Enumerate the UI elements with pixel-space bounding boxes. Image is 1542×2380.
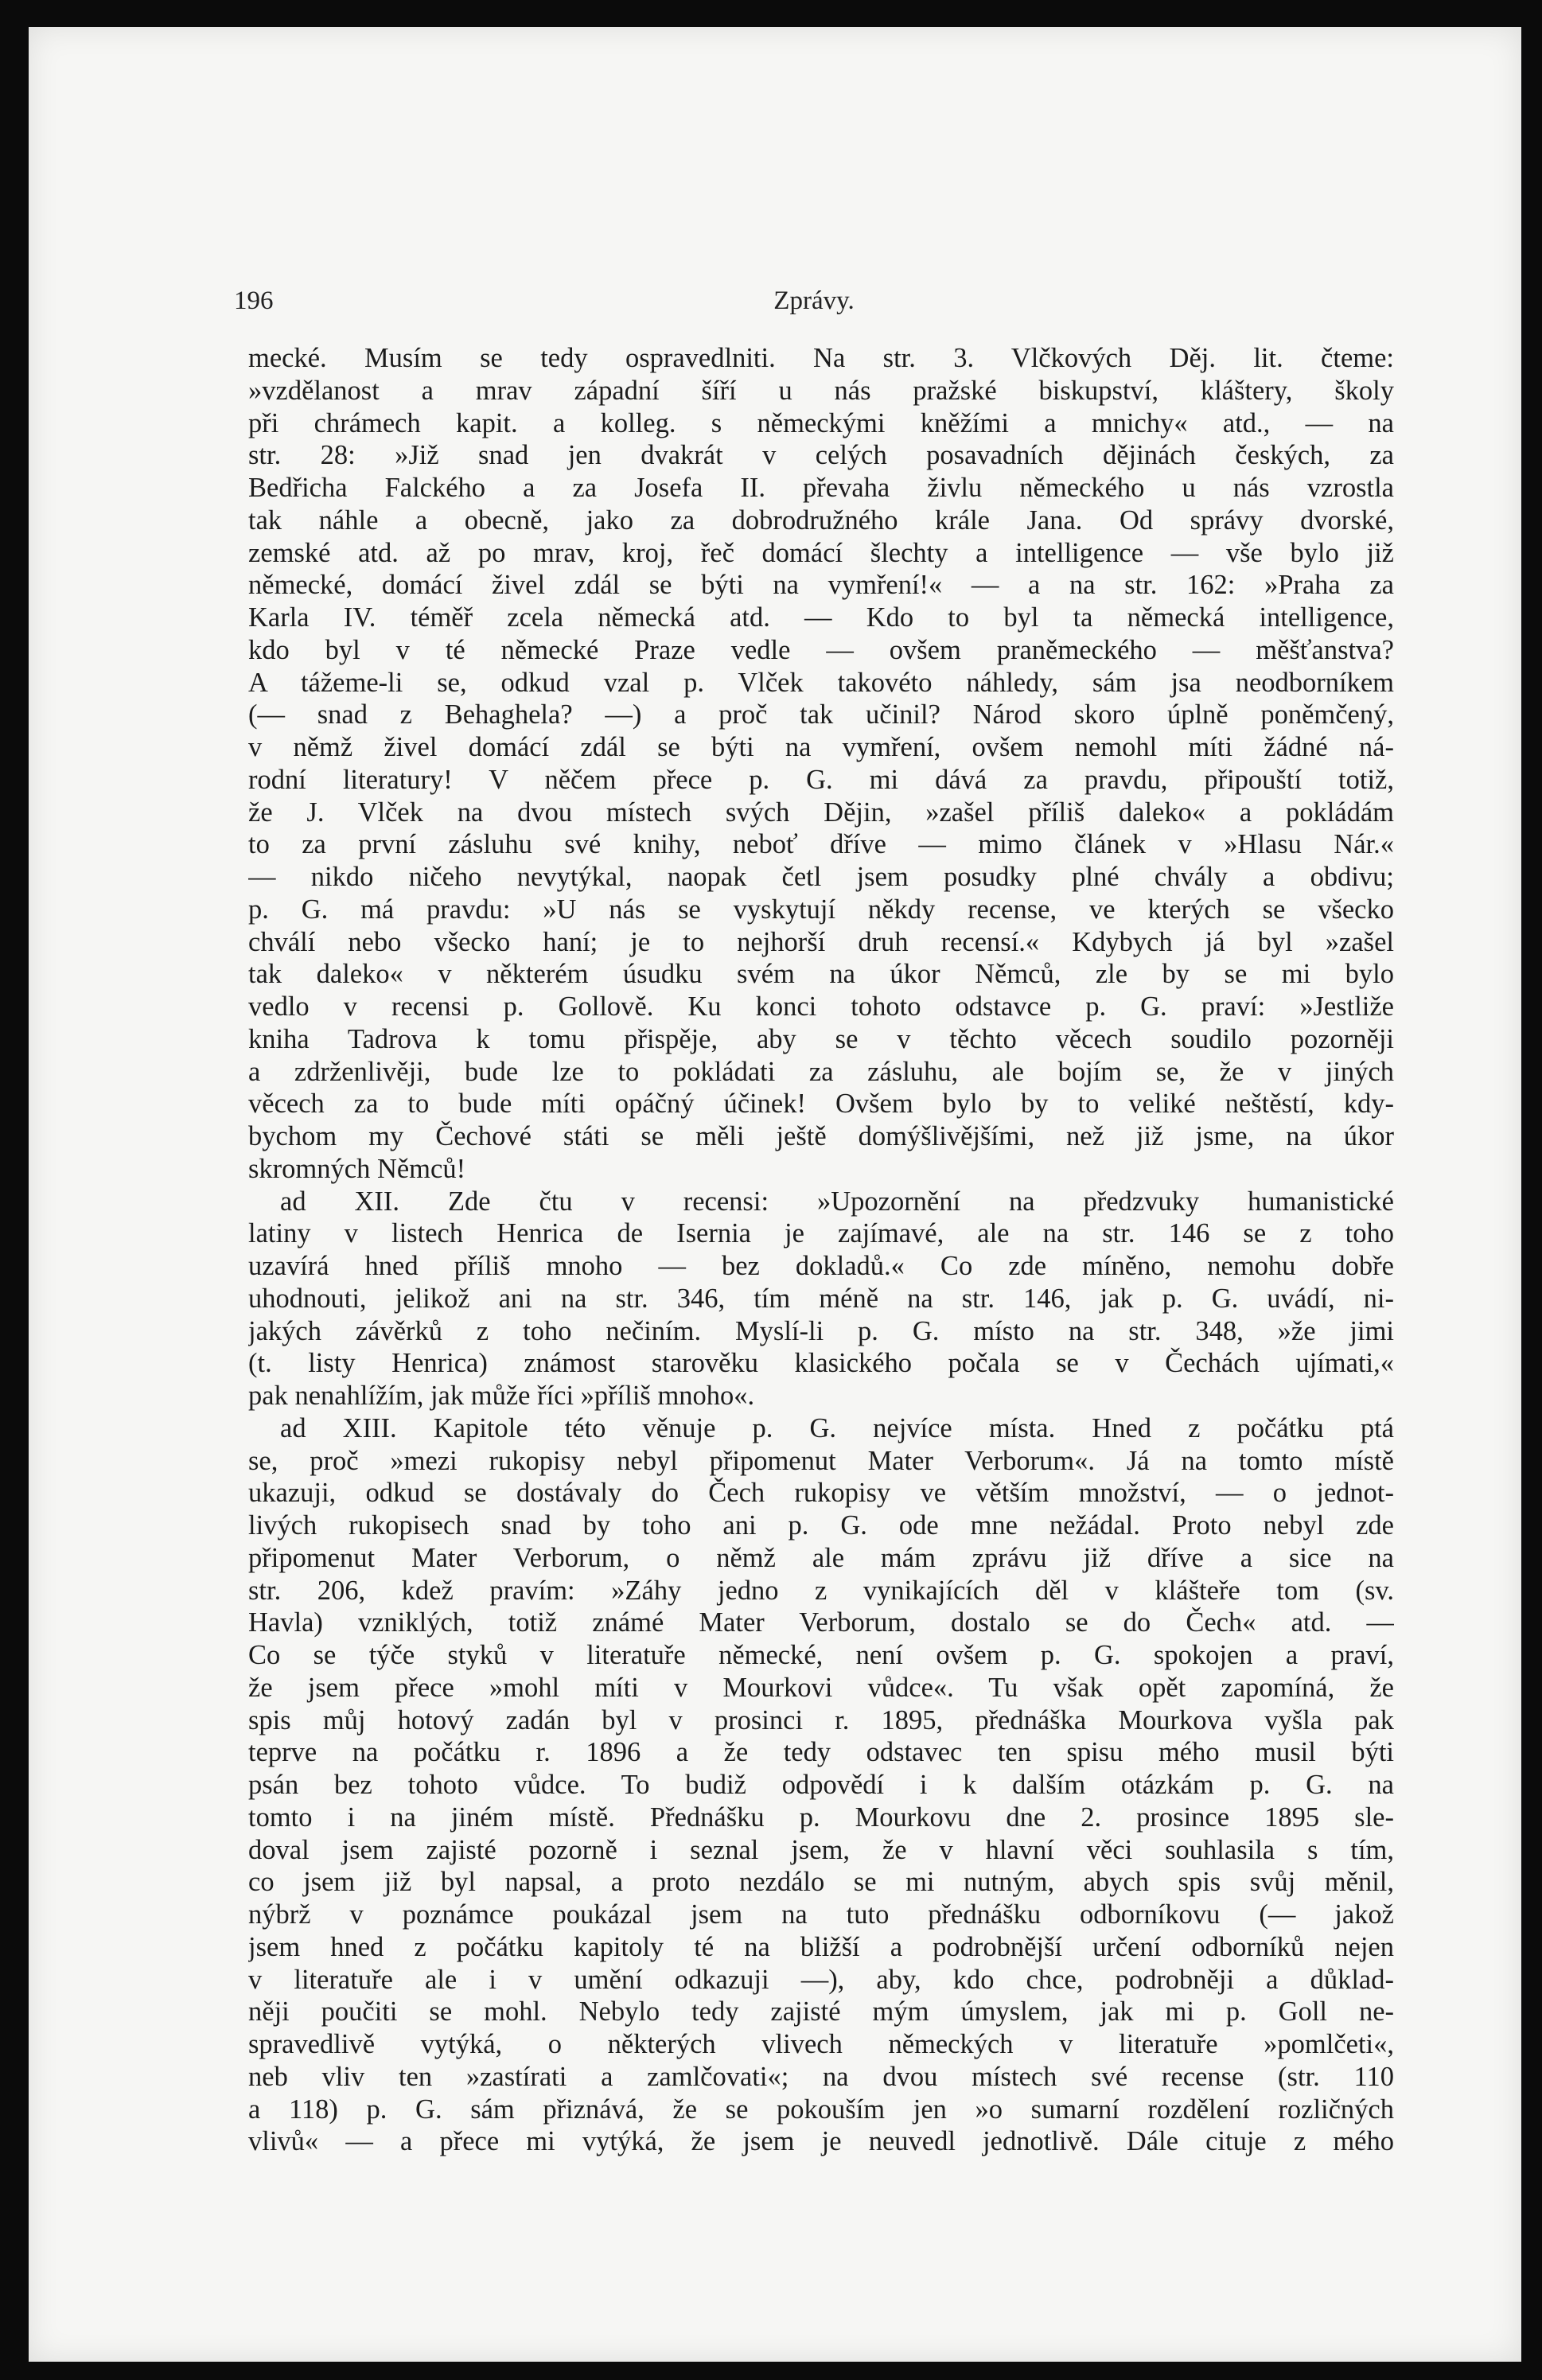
text-line: mecké. Musím se tedy ospravedlniti. Na str. 3. Vlčkových Děj. lit. čteme: xyxy=(248,343,1394,373)
text-line: str. 28: »Již snad jen dvakrát v celých posavadních dějinách českých, za xyxy=(248,440,1394,471)
running-title: Zprávy. xyxy=(773,286,855,315)
text-line: »vzdělanost a mrav západní šíří u nás pražské biskupství, kláštery, školy xyxy=(248,375,1394,406)
text-line: že J. Vlček na dvou místech svých Dějin, »zašel příliš daleko« a pokládám xyxy=(248,797,1394,828)
text-line: neb vliv ten »zastírati a zamlčovati«; na dvou místech své recense (str. 110 xyxy=(248,2061,1394,2092)
text-line: ad XIII. Kapitole této věnuje p. G. nejvíce místa. Hned z počátku ptá xyxy=(280,1412,1394,1443)
text-line: ukazuji, odkud se dostávaly do Čech rukopisy ve větším množství, — o jednot- xyxy=(248,1478,1394,1509)
text-line: rodní literatury! V něčem přece p. G. mi dává za pravdu, připouští totiž, xyxy=(248,764,1394,795)
text-line: p. G. má pravdu: »U nás se vyskytují někdy recense, ve kterých se všecko xyxy=(248,894,1394,925)
text-line: při chrámech kapit. a kolleg. s německými kněžími a mnichy« atd., — na xyxy=(248,407,1394,438)
text-line: a 118) p. G. sám přiznává, že se pokouším jen »o sumarní rozdělení rozličných xyxy=(248,2094,1394,2125)
text-line: Co se týče styků v literatuře německé, není ovšem p. G. spokojen a praví, xyxy=(248,1640,1394,1670)
text-line: uzavírá hned příliš mnoho — bez dokladů.« Co zde míněno, nemohu dobře xyxy=(248,1251,1394,1281)
text-line: skromných Němců! xyxy=(248,1153,466,1184)
text-line: připomenut Mater Verborum, o němž ale mám zprávu již dříve a sice na xyxy=(248,1542,1394,1573)
text-line: a zdrženlivěji, bude lze to pokládati za zásluhu, ale bojím se, že v jiných xyxy=(248,1056,1394,1087)
document-page xyxy=(29,27,1521,2362)
text-line: — nikdo ničeho nevytýkal, naopak četl jsem posudky plné chvály a obdivu; xyxy=(248,862,1394,892)
text-line: tomto i na jiném místě. Přednášku p. Mourkovu dne 2. prosince 1895 sle- xyxy=(248,1802,1394,1833)
text-line: ad XII. Zde čtu v recensi: »Upozornění na předzvuky humanistické xyxy=(280,1186,1394,1217)
text-line: jsem hned z počátku kapitoly té na bližší a podrobnější určení odborníků nejen xyxy=(248,1931,1394,1962)
text-line: bychom my Čechové státi se měli ještě domýšlivějšími, než již jsme, na úkor xyxy=(248,1121,1394,1151)
text-line: livých rukopisech snad by toho ani p. G. ode mne nežádal. Proto nebyl zde xyxy=(248,1510,1394,1541)
text-line: doval jsem zajisté pozorně i seznal jsem, že v hlavní věci souhlasila s tím, xyxy=(248,1834,1394,1865)
text-line: v literatuře ale i v umění odkazuji —), aby, kdo chce, podrobněji a důklad- xyxy=(248,1964,1394,1995)
text-line: se, proč »mezi rukopisy nebyl připomenut Mater Verborum«. Já na tomto místě xyxy=(248,1445,1394,1476)
text-line: v němž živel domácí zdál se býti na vymření, ovšem nemohl míti žádné ná- xyxy=(248,732,1394,762)
text-line: chválí nebo všecko haní; je to nejhorší druh recensí.« Kdybych já byl »zašel xyxy=(248,926,1394,957)
text-line: vlivů« — a přece mi vytýká, že jsem je neuvedl jednotlivě. Dále cituje z mého xyxy=(248,2126,1394,2157)
text-line: spis můj hotový zadán byl v prosinci r. 1895, přednáška Mourkova vyšla pak xyxy=(248,1704,1394,1735)
text-line: Karla IV. téměř zcela německá atd. — Kdo to byl ta německá intelligence, xyxy=(248,602,1394,633)
text-line: to za první zásluhu své knihy, neboť dříve — mimo článek v »Hlasu Nár.« xyxy=(248,829,1394,860)
text-line: jakých závěrků z toho nečiním. Myslí-li p. G. místo na str. 348, »že jimi xyxy=(248,1315,1394,1346)
text-line: latiny v listech Henrica de Isernia je zajímavé, ale na str. 146 se z toho xyxy=(248,1218,1394,1249)
text-line: zemské atd. až po mrav, kroj, řeč domácí šlechty a intelligence — vše bylo již xyxy=(248,537,1394,568)
body-text xyxy=(248,342,1394,2158)
text-line: tak daleko« v některém úsudku svém na úkor Němců, zle by se mi bylo xyxy=(248,959,1394,990)
text-line: tak náhle a obecně, jako za dobrodružného krále Jana. Od správy dvorské, xyxy=(248,504,1394,536)
text-line: kniha Tadrova k tomu přispěje, aby se v těchto věcech soudilo pozorněji xyxy=(248,1023,1394,1054)
text-line: str. 206, kdež pravím: »Záhy jedno z vynikajících děl v klášteře tom (sv. xyxy=(248,1575,1394,1606)
text-line: Bedřicha Falckého a za Josefa II. převaha živlu německého u nás vzrostla xyxy=(248,473,1394,503)
page-header xyxy=(234,286,1394,321)
text-line: nýbrž v poznámce poukázal jsem na tuto přednášku odborníkovu (— jakož xyxy=(248,1899,1394,1930)
text-line: vedlo v recensi p. Gollově. Ku konci tohoto odstavce p. G. praví: »Jestliže xyxy=(248,991,1394,1022)
text-line: teprve na počátku r. 1896 a že tedy odstavec ten spisu mého musil býti xyxy=(248,1737,1394,1768)
text-line: něji poučiti se mohl. Nebylo tedy zajisté mým úmyslem, jak mi p. Goll ne- xyxy=(248,1996,1394,2027)
page-number: 196 xyxy=(234,286,274,315)
text-line: Havla) vzniklých, totiž známé Mater Verborum, dostalo se do Čech« atd. — xyxy=(248,1607,1394,1638)
text-line: psán bez tohoto vůdce. To budiž odpovědí i k dalším otázkám p. G. na xyxy=(248,1770,1394,1800)
text-line: uhodnouti, jelikož ani na str. 346, tím méně na str. 146, jak p. G. uvádí, ni- xyxy=(248,1283,1394,1314)
text-line: spravedlivě vytýká, o některých vlivech německých v literatuře »pomlčeti«, xyxy=(248,2029,1394,2059)
text-line: A tážeme-li se, odkud vzal p. Vlček takovéto náhledy, sám jsa neodborníkem xyxy=(248,667,1394,698)
text-line: věcech za to bude míti opáčný účinek! Ovšem bylo by to veliké neštěstí, kdy- xyxy=(248,1089,1394,1120)
text-line: kdo byl v té německé Praze vedle — ovšem praněmeckého — měšťanstva? xyxy=(248,634,1394,665)
text-line: (— snad z Behaghela? —) a proč tak učinil? Národ skoro úplně poněmčený, xyxy=(248,699,1394,730)
text-line: německé, domácí živel zdál se býti na vymření!« — a na str. 162: »Praha za xyxy=(248,570,1394,601)
text-line: pak nenahlížím, jak může říci »příliš mnoho«. xyxy=(248,1381,755,1411)
text-line: že jsem přece »mohl míti v Mourkovi vůdce«. Tu však opět zapomíná, že xyxy=(248,1672,1394,1703)
text-line: co jsem již byl napsal, a proto nezdálo se mi nutným, abych spis svůj měnil, xyxy=(248,1867,1394,1898)
text-line: (t. listy Henrica) známost starověku klasického počala se v Čechách ujímati,« xyxy=(248,1348,1394,1379)
